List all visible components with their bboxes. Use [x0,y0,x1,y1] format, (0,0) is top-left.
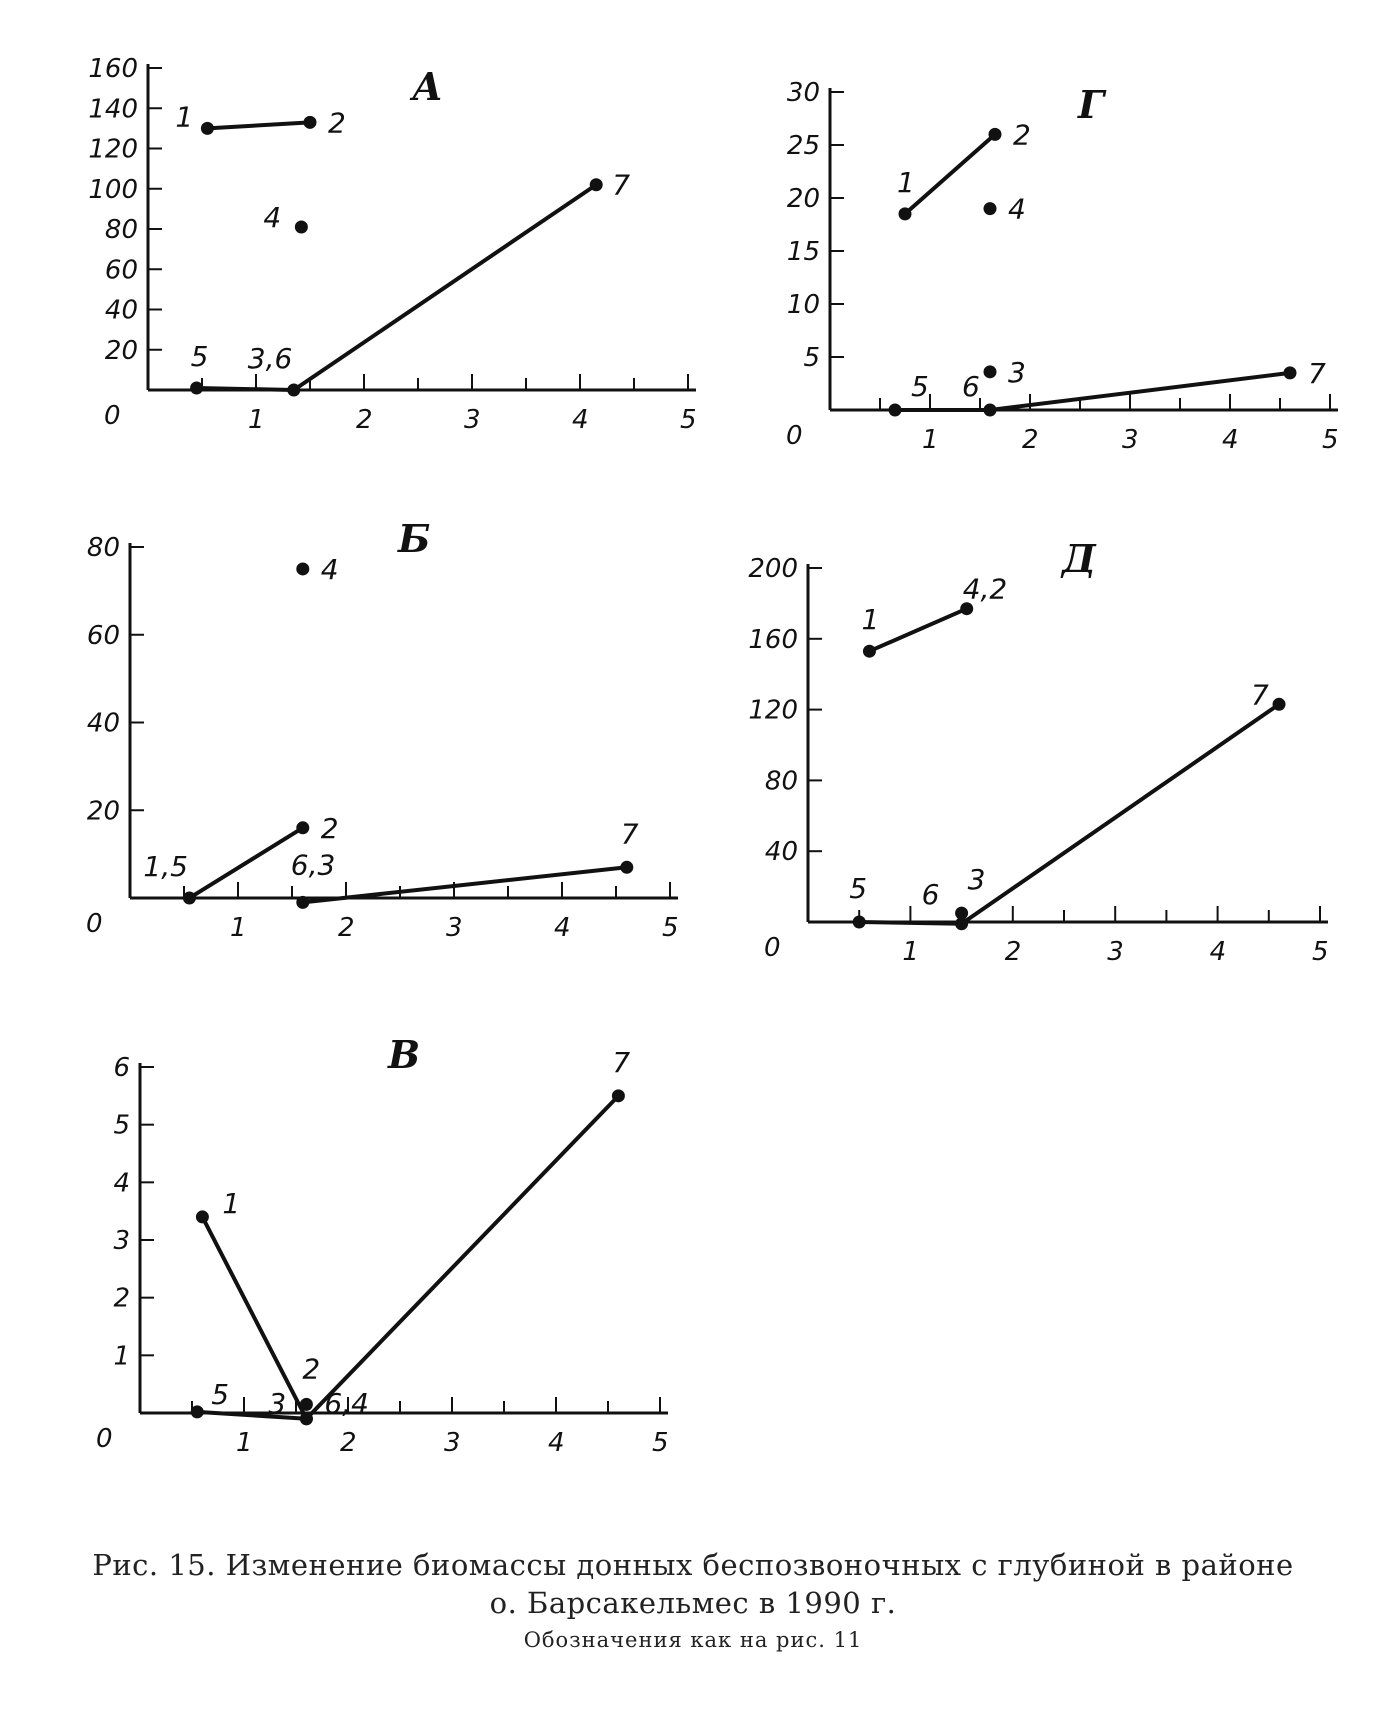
x-tick-label: 4 [554,913,571,943]
data-point [296,896,309,909]
series-line [990,373,1290,410]
y-tick-label: 20 [786,184,820,214]
point-label: 7 [612,1045,631,1079]
data-point [196,1210,209,1223]
x-tick-label: 5 [680,405,697,435]
x-tick-label: 3 [444,1428,461,1458]
y-tick-label: 120 [88,134,138,165]
x-tick-label: 1 [230,913,247,943]
caption-line-1: Рис. 15. Изменение биомассы донных беспозвоночных с глубиной в районе [92,1548,1294,1582]
x-tick-label: 1 [922,425,939,455]
origin-label: 0 [764,933,781,963]
data-point [989,128,1002,141]
data-point [889,404,902,417]
data-point [1273,698,1286,711]
point-label: 2 [328,106,346,140]
y-tick-label: 3 [113,1226,130,1256]
data-point [300,1412,313,1425]
point-label: 4 [263,200,282,234]
y-tick-label: 100 [88,174,138,205]
y-tick-label: 140 [88,94,138,125]
origin-label: 0 [786,421,803,451]
x-tick-label: 3 [1107,937,1124,967]
series-line [197,388,294,390]
point-label: 1 [861,603,880,637]
y-tick-label: 80 [104,215,138,245]
caption-note: Обозначения как на рис. 11 [523,1628,863,1652]
data-point [295,220,308,233]
y-tick-label: 4 [113,1168,130,1199]
x-tick-label: 2 [1022,425,1039,455]
series-line [207,122,310,128]
point-label: 6,3 [290,848,336,882]
data-point [984,365,997,378]
data-point [853,916,866,929]
y-tick-label: 20 [86,796,120,827]
point-label: 3 [268,1386,287,1420]
point-label: 6 [921,877,940,911]
x-tick-label: 1 [248,405,265,435]
point-label: 5 [211,1377,230,1411]
point-label: 4,2 [962,572,1008,606]
point-label: 7 [1251,678,1269,712]
x-tick-label: 3 [446,913,463,943]
x-tick-label: 1 [902,937,919,967]
y-tick-label: 20 [104,335,138,366]
y-tick-label: 80 [764,766,798,797]
series-line [859,922,961,924]
x-tick-label: 4 [1222,425,1239,455]
panel-D [748,536,1328,967]
y-tick-label: 25 [786,131,820,161]
y-tick-label: 40 [764,837,798,868]
caption-line-2: о. Барсакельмес в 1990 г. [489,1586,897,1620]
data-point [304,116,317,129]
point-label: 6,4 [324,1386,369,1420]
y-tick-label: 160 [88,54,138,84]
point-label: 7 [620,817,639,851]
y-tick-label: 10 [786,290,820,320]
point-label: 2 [1013,118,1031,152]
y-tick-label: 40 [104,295,138,326]
x-tick-label: 1 [236,1428,253,1458]
data-point [612,1089,625,1102]
series-line [294,185,596,390]
data-point [590,178,603,191]
data-point [287,384,300,397]
series-line [962,704,1279,923]
data-point [191,1405,204,1418]
origin-label: 0 [86,909,103,939]
panel-V [96,1032,669,1458]
y-tick-label: 60 [86,620,120,651]
y-tick-label: 5 [113,1110,130,1141]
data-point [863,645,876,658]
data-point [1284,366,1297,379]
y-tick-label: 5 [803,343,820,373]
point-label: 4 [320,552,339,586]
y-tick-label: 30 [786,78,820,108]
panel-title: В [388,1032,421,1077]
series-line [905,134,995,214]
data-point [620,861,633,874]
panel-B [86,516,679,943]
x-tick-label: 5 [662,913,679,943]
point-label: 7 [612,168,631,202]
data-point [984,202,997,215]
point-label: 1 [897,165,915,199]
point-label: 1 [222,1186,241,1220]
point-label: 5 [190,339,209,373]
origin-label: 0 [104,401,121,431]
point-label: 3 [1008,355,1026,389]
x-tick-label: 4 [572,405,589,435]
x-tick-label: 5 [652,1428,669,1458]
data-point [201,122,214,135]
x-tick-label: 2 [340,1428,357,1458]
x-tick-label: 2 [356,405,373,435]
panel-title: Б [398,516,431,561]
point-label: 1 [175,100,194,134]
x-tick-label: 5 [1312,937,1329,967]
point-label: 2 [302,1352,321,1386]
panel-title: Г [1078,82,1105,127]
y-tick-label: 15 [786,237,820,267]
point-label: 4 [1008,192,1026,226]
x-tick-label: 2 [338,913,355,943]
point-label: 2 [320,811,339,845]
origin-label: 0 [96,1424,113,1454]
data-point [984,404,997,417]
data-point [300,1398,313,1411]
y-tick-label: 6 [113,1053,130,1083]
panel-G [786,78,1339,455]
x-tick-label: 2 [1004,937,1022,967]
y-tick-label: 80 [86,533,120,563]
x-tick-label: 3 [464,405,481,435]
y-tick-label: 40 [86,708,120,739]
panel-title: Д [1062,536,1096,581]
data-point [955,907,968,920]
data-point [296,562,309,575]
panel-title: А [412,64,443,109]
y-tick-label: 2 [113,1283,130,1314]
y-tick-label: 200 [748,554,798,584]
data-point [296,821,309,834]
data-point [190,381,203,394]
y-tick-label: 160 [748,624,798,655]
point-label: 5 [911,370,929,403]
x-tick-label: 3 [1122,425,1139,455]
y-tick-label: 120 [748,695,798,726]
point-label: 7 [1308,356,1326,390]
series-line [189,828,302,898]
panel-A [88,54,696,435]
series-line [869,609,966,651]
point-label: 3,6 [247,342,293,375]
x-tick-label: 4 [548,1428,565,1458]
point-label: 3 [967,863,986,897]
point-label: 6 [962,370,980,403]
y-tick-label: 1 [113,1341,130,1372]
y-tick-label: 60 [104,255,138,286]
x-tick-label: 5 [1322,425,1339,455]
series-line [306,1096,618,1419]
point-label: 1,5 [143,850,188,883]
x-tick-label: 4 [1209,937,1227,967]
data-point [183,892,196,905]
point-label: 5 [849,872,868,905]
data-point [899,207,912,220]
